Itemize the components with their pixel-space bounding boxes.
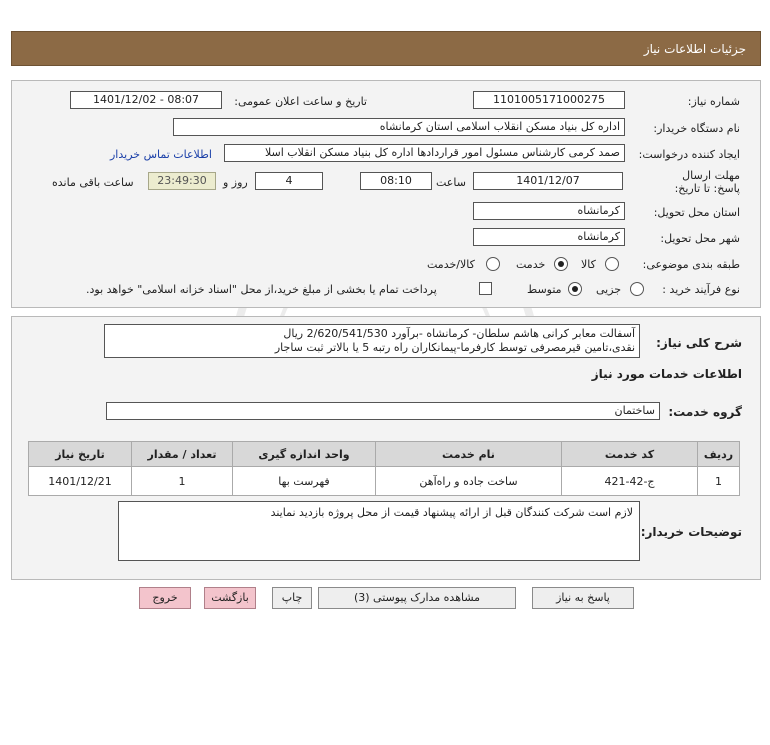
reply-button[interactable]: پاسخ به نیاز xyxy=(532,587,634,609)
page-header xyxy=(11,31,761,66)
cell-service-code: ج-42-421 xyxy=(562,467,698,496)
days-field[interactable]: 4 xyxy=(255,172,323,190)
treasury-payment-note: پرداخت تمام یا بخشی از مبلغ خرید،از محل "اسناد خزانه اسلامی" خواهد بود. xyxy=(86,283,437,296)
cell-service-name: ساخت جاده و راه‌آهن xyxy=(376,467,562,496)
service-group-field[interactable]: ساختمان xyxy=(106,402,660,420)
table-row[interactable] xyxy=(29,467,740,496)
col-header-row: ردیف xyxy=(698,442,740,467)
buyer-notes-label: توضیحات خریدار: xyxy=(640,525,742,539)
process-minor-label: جزیی xyxy=(596,283,622,296)
page-title: جزئیات اطلاعات نیاز xyxy=(643,42,746,56)
treasury-payment-checkbox[interactable] xyxy=(479,282,492,295)
table-header-row xyxy=(29,442,740,467)
remaining-label: ساعت باقی مانده xyxy=(52,176,134,189)
cell-row-number: 1 xyxy=(698,467,740,496)
col-header-unit: واحد اندازه گیری xyxy=(233,442,376,467)
col-header-date: تاریخ نیاز xyxy=(29,442,132,467)
requester-field[interactable]: صمد کرمی کارشناس مسئول امور قراردادها اداره کل بنیاد مسکن انقلاب اسلا xyxy=(224,144,625,162)
category-both-label: کالا/خدمت xyxy=(427,258,475,271)
cell-qty: 1 xyxy=(132,467,233,496)
announce-datetime-field[interactable]: 1401/12/02 - 08:07 xyxy=(70,91,222,109)
services-section-title: اطلاعات خدمات مورد نیاز xyxy=(591,367,742,381)
description-label: شرح کلی نیاز: xyxy=(656,336,742,350)
category-goods-radio[interactable] xyxy=(605,257,619,271)
category-service-label: خدمت xyxy=(516,258,546,271)
process-medium-label: متوسط xyxy=(527,283,562,296)
services-table xyxy=(28,441,740,496)
delivery-province-label: استان محل تحویل: xyxy=(653,206,740,219)
category-label: طبقه بندی موضوعی: xyxy=(642,258,740,271)
process-minor-radio[interactable] xyxy=(630,282,644,296)
print-button[interactable]: چاپ xyxy=(272,587,312,609)
category-service-radio[interactable] xyxy=(554,257,568,271)
col-header-service-code: کد خدمت xyxy=(562,442,698,467)
requester-label: ایجاد کننده درخواست: xyxy=(638,148,740,161)
need-number-label: شماره نیاز: xyxy=(687,95,740,108)
category-goods-label: کالا xyxy=(581,258,596,271)
description-box[interactable] xyxy=(104,324,640,358)
col-header-qty: تعداد / مقدار xyxy=(132,442,233,467)
description-line-2: نقدی،تامین قیرمصرفی توسط کارفرما-پیمانکاران راه رتبه 5 یا بالاتر ثبت ساجار xyxy=(274,341,635,354)
process-label: نوع فرآیند خرید : xyxy=(662,283,740,296)
cell-unit: فهرست بها xyxy=(233,467,376,496)
delivery-province-field[interactable]: کرمانشاه xyxy=(473,202,625,220)
cell-date: 1401/12/21 xyxy=(29,467,132,496)
announce-label: تاریخ و ساعت اعلان عمومی: xyxy=(234,95,367,108)
process-medium-radio[interactable] xyxy=(568,282,582,296)
back-button[interactable]: بازگشت xyxy=(204,587,256,609)
days-label: روز و xyxy=(223,176,248,189)
delivery-city-field[interactable]: کرمانشاه xyxy=(473,228,625,246)
deadline-time-field[interactable]: 08:10 xyxy=(360,172,432,190)
buyer-org-field[interactable]: اداره کل بنیاد مسکن انقلاب اسلامی استان کرمانشاه xyxy=(173,118,625,136)
service-group-label: گروه خدمت: xyxy=(668,405,742,419)
category-both-radio[interactable] xyxy=(486,257,500,271)
info-panel xyxy=(11,80,761,308)
col-header-service-name: نام خدمت xyxy=(376,442,562,467)
buyer-org-label: نام دستگاه خریدار: xyxy=(653,122,740,135)
buyer-notes-box[interactable]: لازم است شرکت کنندگان قبل از ارائه پیشنهاد قیمت از محل پروژه بازدید نمایند xyxy=(118,501,640,561)
need-number-field[interactable]: 1101005171000275 xyxy=(473,91,625,109)
delivery-city-label: شهر محل تحویل: xyxy=(660,232,740,245)
deadline-date-field[interactable]: 1401/12/07 xyxy=(473,172,623,190)
description-line-1: آسفالت معابر کرانی هاشم سلطان- کرمانشاه -برآورد 2/620/541/530 ریال xyxy=(283,327,635,340)
buyer-contact-link[interactable]: اطلاعات تماس خریدار xyxy=(110,148,212,161)
deadline-label: مهلت ارسال پاسخ: تا تاریخ: xyxy=(674,169,740,195)
deadline-time-label: ساعت xyxy=(436,176,466,189)
remaining-time-field: 23:49:30 xyxy=(148,172,216,190)
exit-button[interactable]: خروج xyxy=(139,587,191,609)
attachments-button[interactable]: مشاهده مدارک پیوستی (3) xyxy=(318,587,516,609)
